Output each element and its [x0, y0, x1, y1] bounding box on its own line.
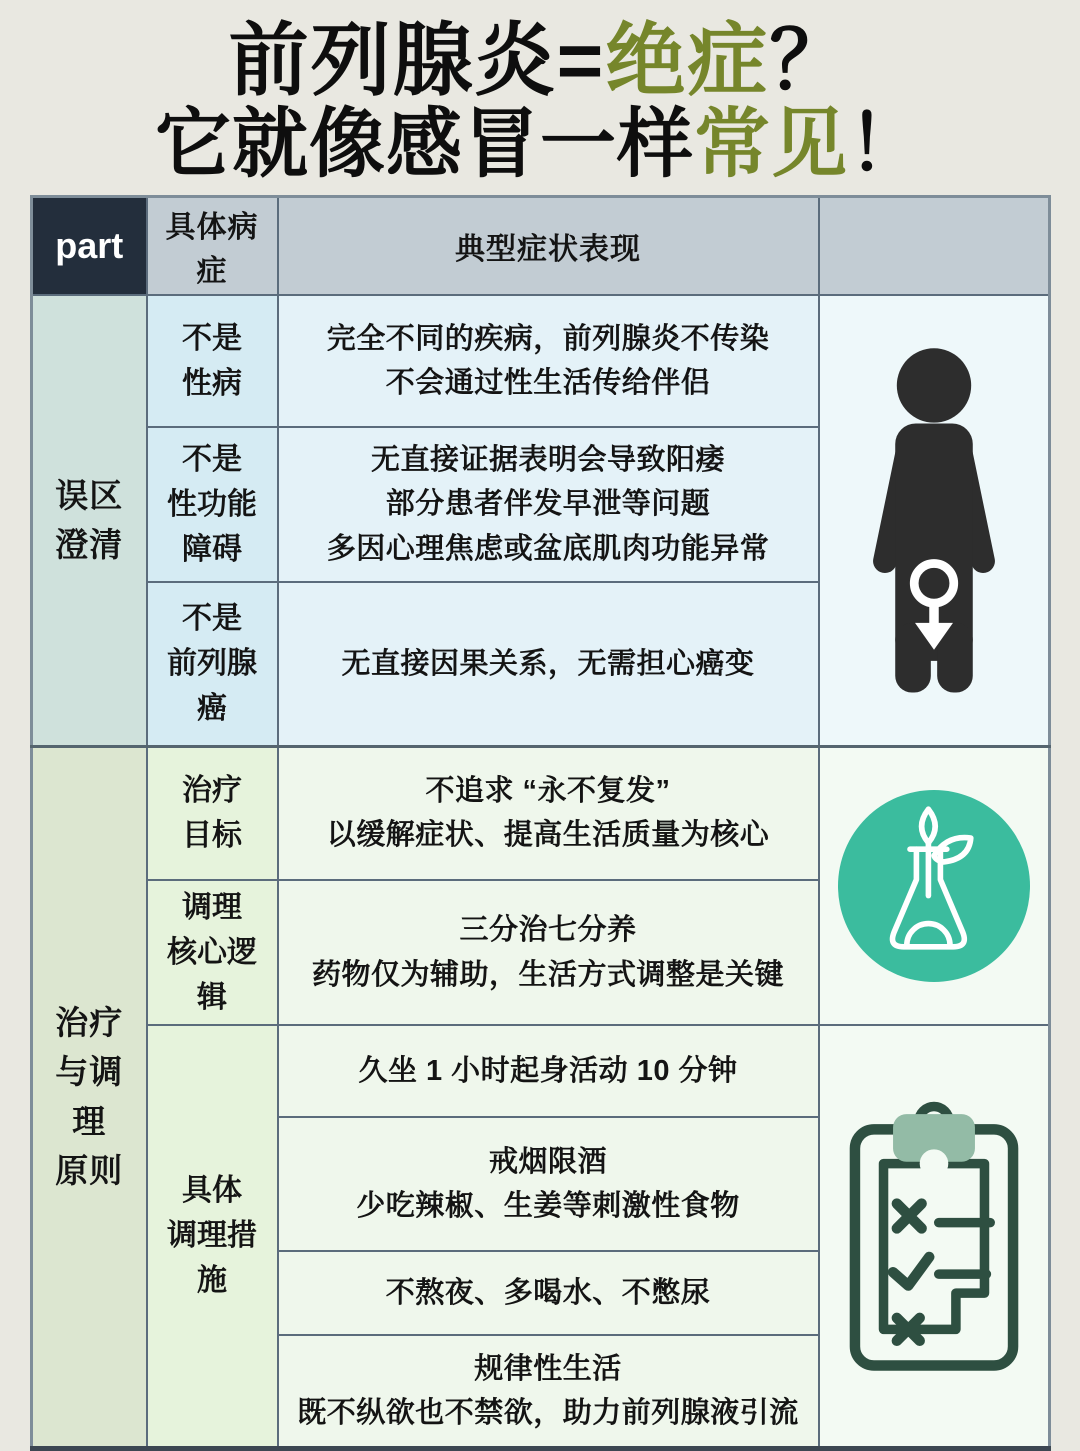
row-label-line: 治疗	[182, 774, 242, 808]
content-line: 药物仅为辅助，生活方式调整是关键	[311, 958, 784, 991]
row-content-hydration	[278, 1251, 819, 1335]
title-line2-green: 常见	[694, 102, 848, 188]
row-label-treatment-goal	[147, 746, 278, 880]
row-content-not-std	[278, 295, 819, 427]
section-label-line: 原则	[55, 1152, 124, 1189]
row-label-line: 性病	[182, 367, 242, 400]
title-line1-black: 前列腺炎=	[228, 16, 606, 105]
row-label-line: 不是	[182, 322, 242, 355]
content-line: 不追求 “永不复发”	[425, 775, 671, 808]
title-line2-black: 它就像感冒一样	[155, 102, 694, 188]
section-label-line: 与调理	[55, 1053, 124, 1140]
row-label-line: 前列腺癌	[167, 647, 257, 726]
section-label-line: 澄清	[55, 526, 124, 564]
title-line1-punct: ？	[769, 16, 852, 105]
row-label-specific-measures	[147, 1025, 278, 1448]
row-content-smoking-diet	[278, 1117, 819, 1251]
content-line: 三分治七分养	[459, 914, 637, 947]
section-label-misconceptions	[32, 295, 147, 746]
illustration-cell-male-figure	[819, 295, 1050, 746]
row-label-line: 调理	[182, 891, 242, 924]
page-title	[0, 0, 1080, 186]
row-label-line: 目标	[182, 819, 242, 853]
row-label-care-logic	[147, 880, 278, 1025]
table-header-row	[32, 197, 1050, 296]
row-content-regular-sex-life	[278, 1335, 819, 1448]
row-label-line: 性功能	[167, 488, 257, 521]
row-label-not-std	[147, 295, 278, 427]
content-line: 少吃辣椒、生姜等刺激性食物	[356, 1190, 740, 1222]
row-label-line: 障碍	[182, 533, 242, 566]
row-label-line: 核心逻辑	[167, 936, 257, 1014]
table-row	[32, 1025, 1050, 1117]
content-line: 规律性生活	[474, 1352, 622, 1385]
table-row	[32, 295, 1050, 427]
content-line: 部分患者伴发早泄等问题	[385, 488, 711, 521]
content-line: 无直接证据表明会导致阳痿	[370, 444, 725, 477]
male-figure-icon	[828, 318, 1041, 722]
illustration-cell-flask	[819, 746, 1050, 1025]
row-content-care-logic	[278, 880, 819, 1025]
checklist-clipboard-icon	[828, 1093, 1041, 1379]
row-label-line: 具体	[182, 1174, 242, 1208]
header-illustration	[819, 197, 1050, 296]
content-line: 久坐 1 小时起身活动 10 分钟	[358, 1054, 738, 1087]
row-content-not-prostate-cancer	[278, 582, 819, 746]
section-label-line: 误区	[55, 476, 124, 514]
row-label-not-prostate-cancer	[147, 582, 278, 746]
row-label-line: 不是	[182, 443, 242, 476]
header-symptoms: 典型症状表现	[278, 197, 819, 296]
content-line: 戒烟限酒	[488, 1145, 607, 1178]
header-condition: 具体病症	[147, 197, 278, 296]
row-content-treatment-goal	[278, 746, 819, 880]
section-label-line: 治疗	[55, 1003, 124, 1041]
row-label-line: 不是	[182, 602, 242, 636]
row-content-sitting	[278, 1025, 819, 1117]
content-line: 不熬夜、多喝水、不憋尿	[385, 1276, 711, 1309]
flask-plant-icon	[838, 790, 1030, 982]
content-line: 以缓解症状、提高生活质量为核心	[326, 819, 770, 852]
title-line-2	[0, 104, 1080, 186]
content-line: 无直接因果关系，无需担心癌变	[341, 647, 755, 680]
illustration-cell-clipboard	[819, 1025, 1050, 1448]
title-line1-green: 绝症	[605, 16, 770, 105]
section-label-treatment-principles	[32, 746, 147, 1448]
header-part: part	[32, 197, 147, 296]
row-label-not-sexual-dysfunction	[147, 427, 278, 582]
title-line2-punct: ！	[848, 102, 925, 188]
prostatitis-info-table	[30, 195, 1051, 1451]
row-content-not-sexual-dysfunction	[278, 427, 819, 582]
content-line: 完全不同的疾病，前列腺炎不传染	[326, 322, 770, 355]
row-label-line: 调理措施	[167, 1219, 257, 1298]
content-line: 多因心理焦虑或盆底肌肉功能异常	[326, 532, 770, 565]
title-line-1	[0, 18, 1080, 104]
content-line: 不会通过性生活传给伴侣	[385, 367, 711, 399]
content-line: 既不纵欲也不禁欲，助力前列腺液引流	[297, 1396, 799, 1429]
table-row	[32, 746, 1050, 880]
